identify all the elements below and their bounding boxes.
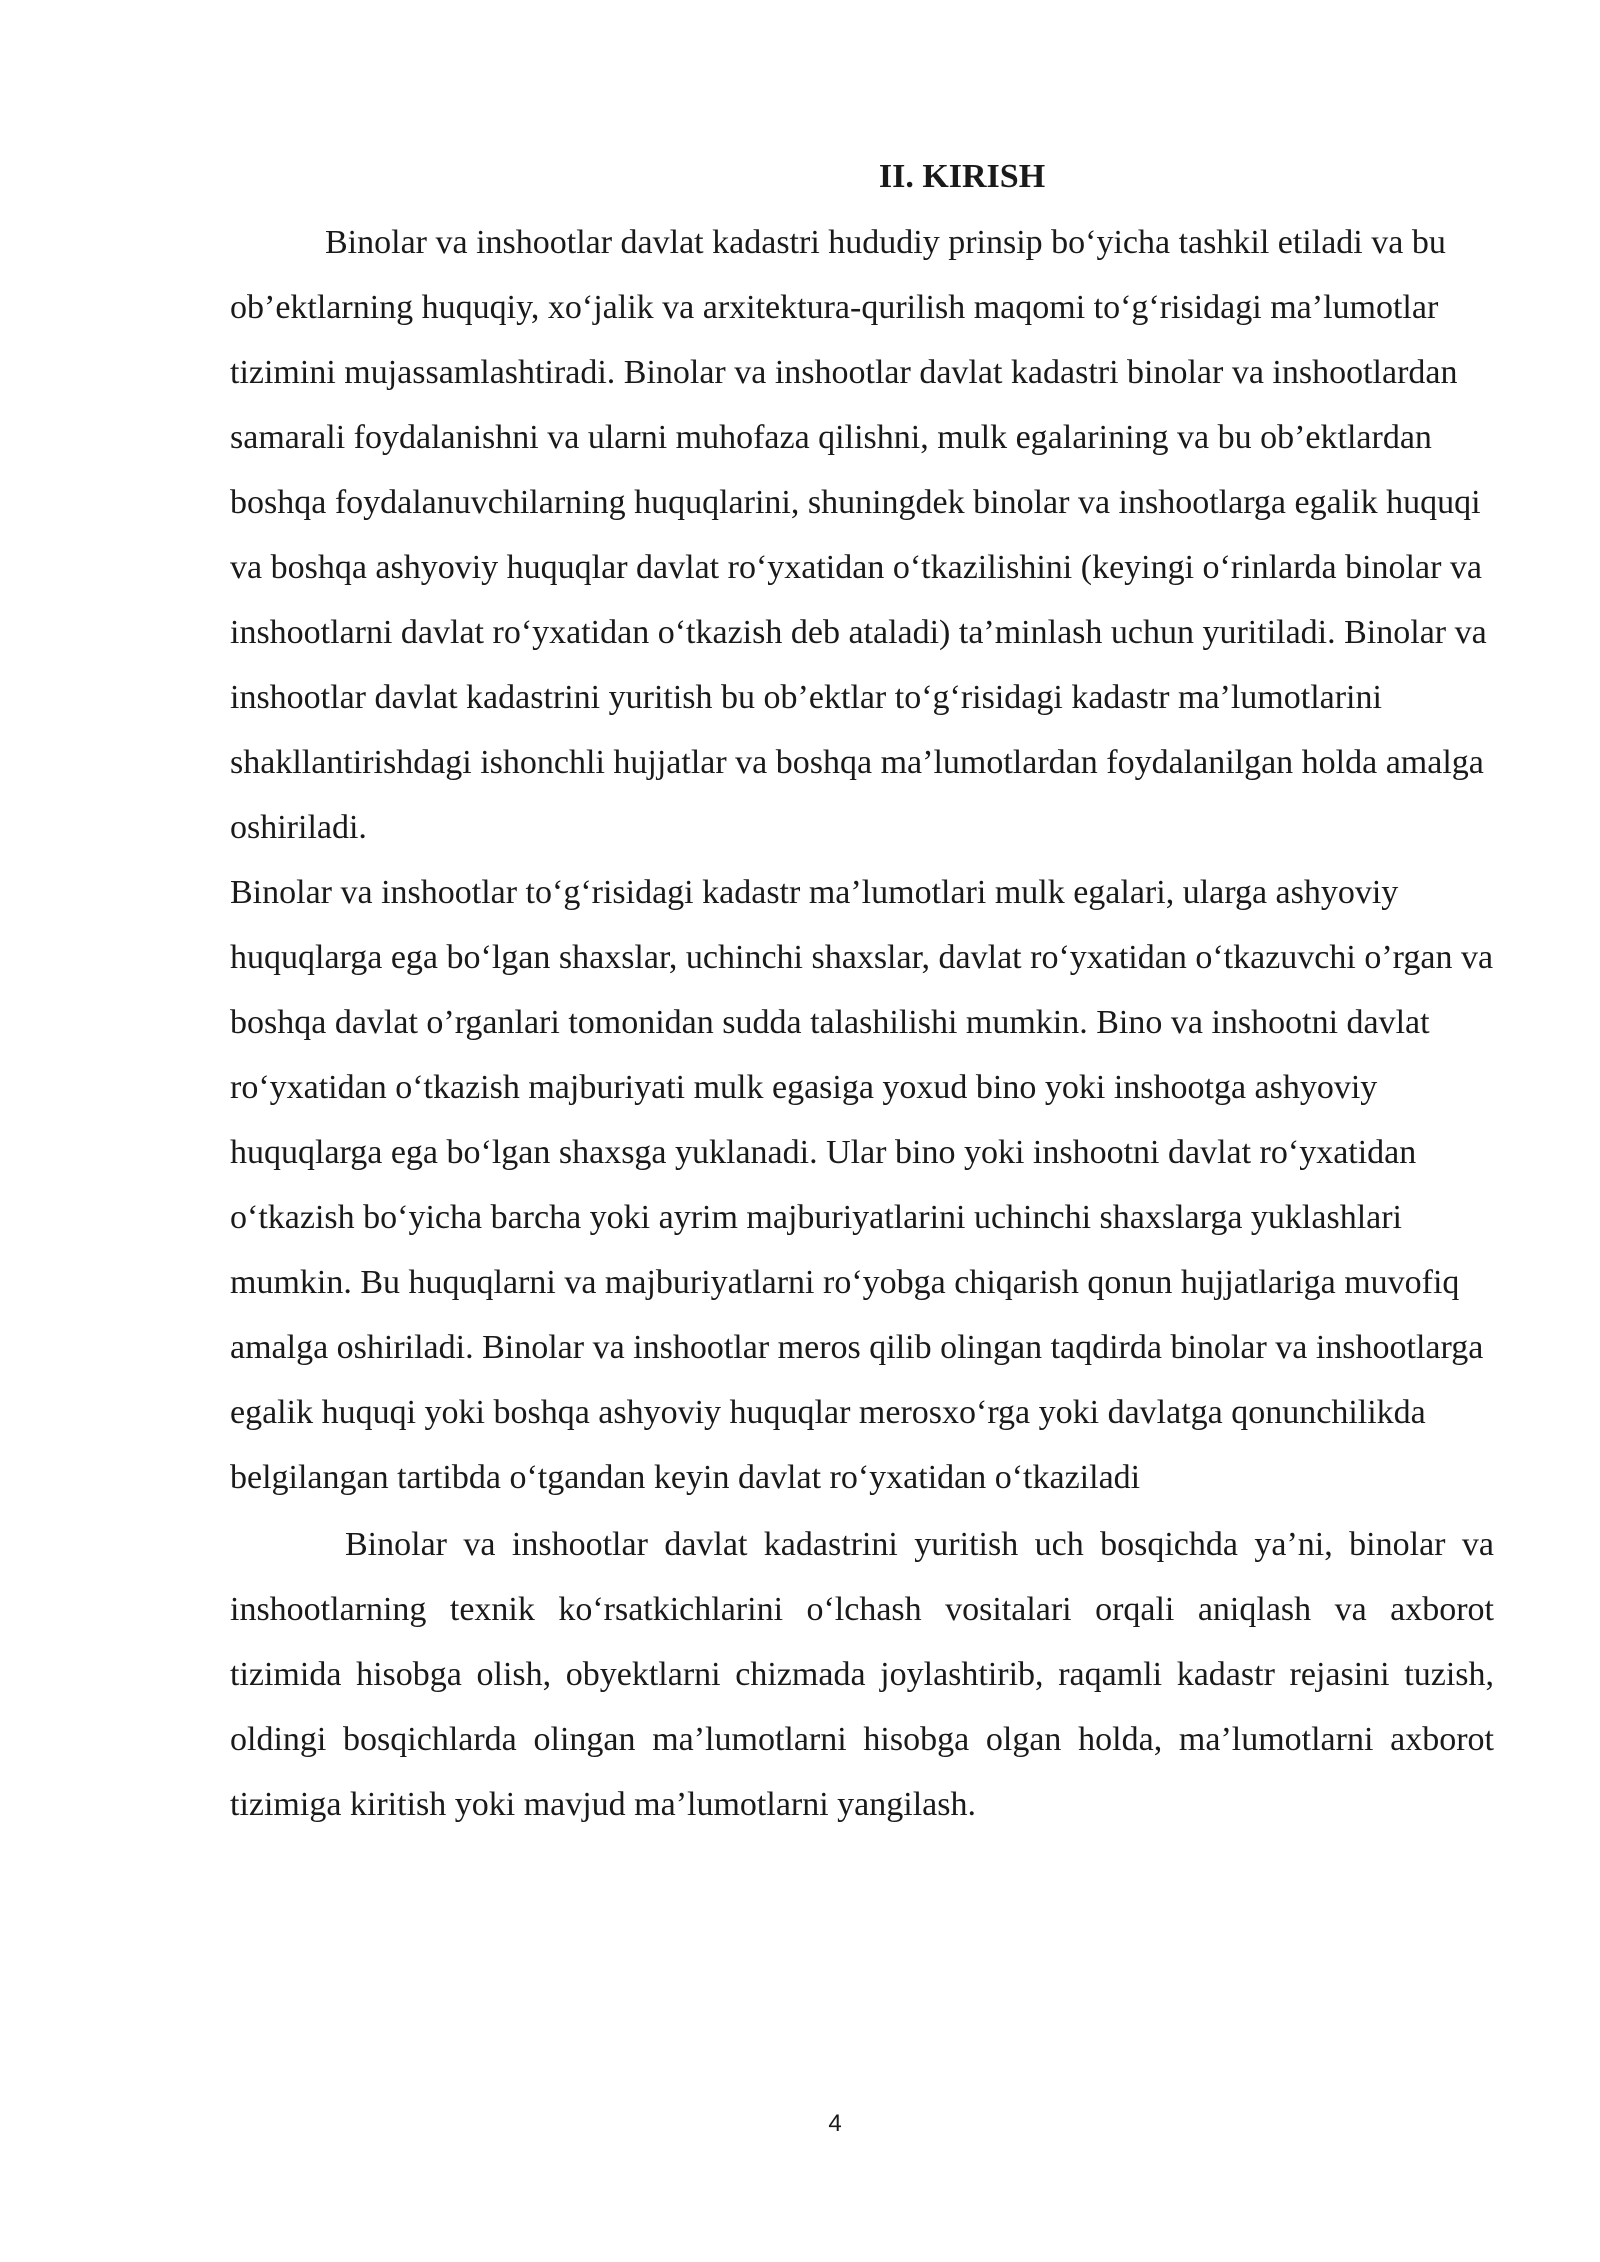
page-number: 4	[828, 2110, 842, 2137]
paragraph-intro: Binolar va inshootlar davlat kadastri hududiy prinsip bo‘yicha tashkil etiladi va bu ob’ektlarning huquqiy, xo‘jalik va arxitektura-qurilish maqomi to‘g‘risidagi ma’lumotlar tizimini mujassamlashtiradi. Binolar va inshootlar davlat kadastri binolar va inshootlardan samarali foydalanishni va ularni muhofaza qilishni, mulk egalarining va bu ob’ektlardan boshqa foydalanuvchilarning huquqlarini, shuningdek binolar va inshootlarga egalik huquqi va boshqa ashyoviy huquqlar davlat ro‘yxatidan o‘tkazilishini (keyingi o‘rinlarda binolar va inshootlarni davlat ro‘yxatidan o‘tkazish deb ataladi) ta’minlash uchun yuritiladi. Binolar va inshootlar davlat kadastrini yuritish bu ob’ektlar to‘g‘risidagi kadastr ma’lumotlarini shakllantirishdagi ishonchli hujjatlar va boshqa ma’lumotlardan foydalanilgan holda amalga oshiriladi.	[230, 224, 1487, 846]
page-content	[230, 144, 1494, 1837]
paragraph-cadastre-data: Binolar va inshootlar to‘g‘risidagi kadastr ma’lumotlari mulk egalari, ularga ashyoviy huquqlarga ega bo‘lgan shaxslar, uchinchi shaxslar, davlat ro‘yxatidan o‘tkazuvchi o’rgan va boshqa davlat o’rganlari tomonidan sudda talashilishi mumkin. Bino va inshootni davlat ro‘yxatidan o‘tkazish majburiyati mulk egasiga yoxud bino yoki inshootga ashyoviy huquqlarga ega bo‘lgan shaxsga yuklanadi. Ular bino yoki inshootni davlat ro‘yxatidan o‘tkazish bo‘yicha barcha yoki ayrim majburiyatlarini uchinchi shaxslarga yuklashlari mumkin. Bu huquqlarni va majburiyatlarni ro‘yobga chiqarish qonun hujjatlariga muvofiq amalga oshiriladi. Binolar va inshootlar meros qilib olingan taqdirda binolar va inshootlarga egalik huquqi yoki boshqa ashyoviy huquqlar merosxo‘rga yoki davlatga qonunchilikda belgilangan tartibda o‘tgandan keyin davlat ro‘yxatidan o‘tkaziladi	[230, 874, 1494, 1496]
paragraph-stages: Binolar va inshootlar davlat kadastrini yuritish uch bosqichda ya’ni, binolar va inshootlarning texnik ko‘rsatkichlarini o‘lchash vositalari orqali aniqlash va axborot tizimida hisobga olish, obyektlarni chizmada joylashtirib, raqamli kadastr rejasini tuzish, oldingi bosqichlarda olingan ma’lumotlarni hisobga olgan holda, ma’lumotlarni axborot tizimiga kiritish yoki mavjud ma’lumotlarni yangilash.	[230, 1526, 1494, 1823]
section-heading: II. KIRISH	[878, 158, 1046, 195]
